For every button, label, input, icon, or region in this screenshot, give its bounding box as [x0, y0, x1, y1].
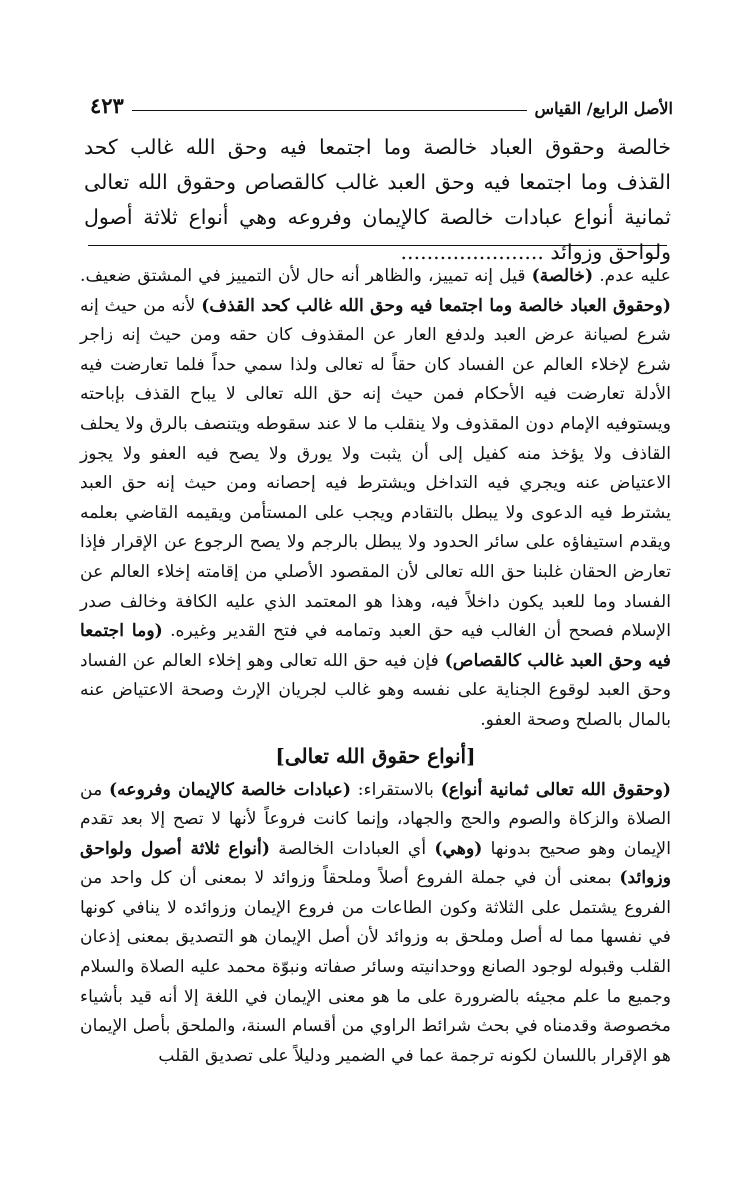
commentary-paragraph-2 — [80, 776, 671, 1072]
commentary-paragraph-1 — [80, 262, 671, 736]
commentary — [80, 262, 671, 1071]
commentary-text: فإن فيه حق الله تعالى وهو إخلاء العالم عن الفساد وحق العبد لوقوع الجناية على نفسه وهو غالب لجريان الإرث وصحة الاعتياض عنه بالمال بالصلح وصحة العفو. — [80, 650, 671, 730]
quoted-phrase: (أنواع ثلاثة أصول ولواحق وزوائد) — [80, 838, 671, 889]
quoted-phrase: (عبادات خالصة كالإيمان وفروعه) — [109, 779, 351, 800]
quoted-phrase: (وحقوق الله تعالى ثمانية أنواع) — [440, 779, 672, 800]
running-title: الأصل الرابع/ القياس — [534, 99, 673, 118]
commentary-text: قيل إنه تمييز، والظاهر أنه حال لأن التمييز في المشتق ضعيف. — [80, 266, 532, 286]
header-rule — [132, 110, 527, 111]
page-header — [90, 86, 673, 118]
commentary-text: من الصلاة والزكاة والصوم والحج والجهاد، وإنما كانت فروعاً لأنها لا تصح إلا بعد تقدم الإيمان وهو صحيح بدونها — [80, 779, 671, 859]
quoted-phrase: (وما اجتمعا فيه وحق العبد غالب كالقصاص) — [80, 621, 671, 671]
commentary-text: لأنه من حيث إنه شرع لصيانة عرض العبد ولدفع العار عن المقذوف كان حقه ومن حيث إنه زاجر شرع لإخلاء العالم عن الفساد كان حقاً له تعالى ولذا سمي حداً فلما تعارضت فيه الأدلة تعارضت فيه الأحكام فمن حيث إنه حق الله تعالى لا يباح القذف بإباحته ويستوفيه الإمام دون المقذوف ولا ينقلب ما لا عند سقوطه ويتنصف بالرق ولا يحلف القاذف ولا يؤخذ منه كفيل إلى أن يثبت ولا يورق ولا يصح فيه العفو ولا يجوز الاعتياض عنه ويجري فيه التداخل ويشترط فيه إحصانه ومن حيث إنه حق العبد يشترط فيه الدعوى ولا يبطل بالتقادم ويجب على المستأمن ويقيمه القاضي بعلمه ويقدم استيفاؤه على سائر الحدود ولا يبطل بالرجم ولا يصح الرجوع عن الإقرار فإذا تعارض الحقان غلبنا حق الله تعالى لأن المقصود الأصلي من إقامته إخلاء العالم عن الفساد وما للعبد يكون داخلاً فيه، وهذا هو المعتمد الذي عليه الكافة وخالف صدر الإسلام فصحح أن الغالب فيه حق العبد وتمامه في فتح القدير وغيره. — [80, 295, 671, 642]
main-text — [84, 130, 671, 270]
page-number: ٤٢٣ — [90, 93, 124, 118]
quoted-phrase: (خالصة) — [531, 266, 594, 286]
commentary-text: أي العبادات الخالصة — [269, 838, 435, 859]
quoted-phrase: (وحقوق العباد خالصة وما اجتمعا فيه وحق الله غالب كحد القذف) — [201, 295, 671, 316]
commentary-text: بمعنى أن في جملة الفروع أصلاً وملحقاً وزوائد لا بمعنى أن كل واحد من الفروع يشتمل على الثلاثة وكون الطاعات من فروع الإيمان وزوائده لا ينافي كونها في نفسها مما له أصل وملحق به وزوائد لأن أصل الإيمان هو التصديق بمعنى إذعان القلب وقبوله لوجود الصانع ووحدانيته وسائر صفاته ونبوّة محمد عليه الصلاة والسلام وجميع ما علم مجيئه بالضرورة على ما هو معنى الإيمان في اللغة إلا أنه قيد بأشياء مخصوصة وقدمناه في بحث شرائط الراوي من أقسام السنة، والملحق بأصل الإيمان هو الإقرار باللسان لكونه ترجمة عما في الضمير ودليلاً على تصديق القلب — [80, 868, 671, 1066]
commentary-text: عليه عدم. — [593, 266, 672, 286]
text-separator — [88, 245, 667, 246]
commentary-text: بالاستقراء: — [351, 779, 441, 800]
section-title: [أنواع حقوق الله تعالى] — [275, 743, 476, 768]
main-text-body: خالصة وحقوق العباد خالصة وما اجتمعا فيه وحق الله غالب كحد القذف وما اجتمعا فيه وحق العبد غالب كالقصاص وحقوق الله تعالى ثمانية أنواع عبادات خالصة كالإيمان وفروعه وهي أنواع ثلاثة أصول ولواحق وزوائد ...................... — [84, 135, 671, 264]
quoted-phrase: (وهي) — [434, 838, 483, 859]
